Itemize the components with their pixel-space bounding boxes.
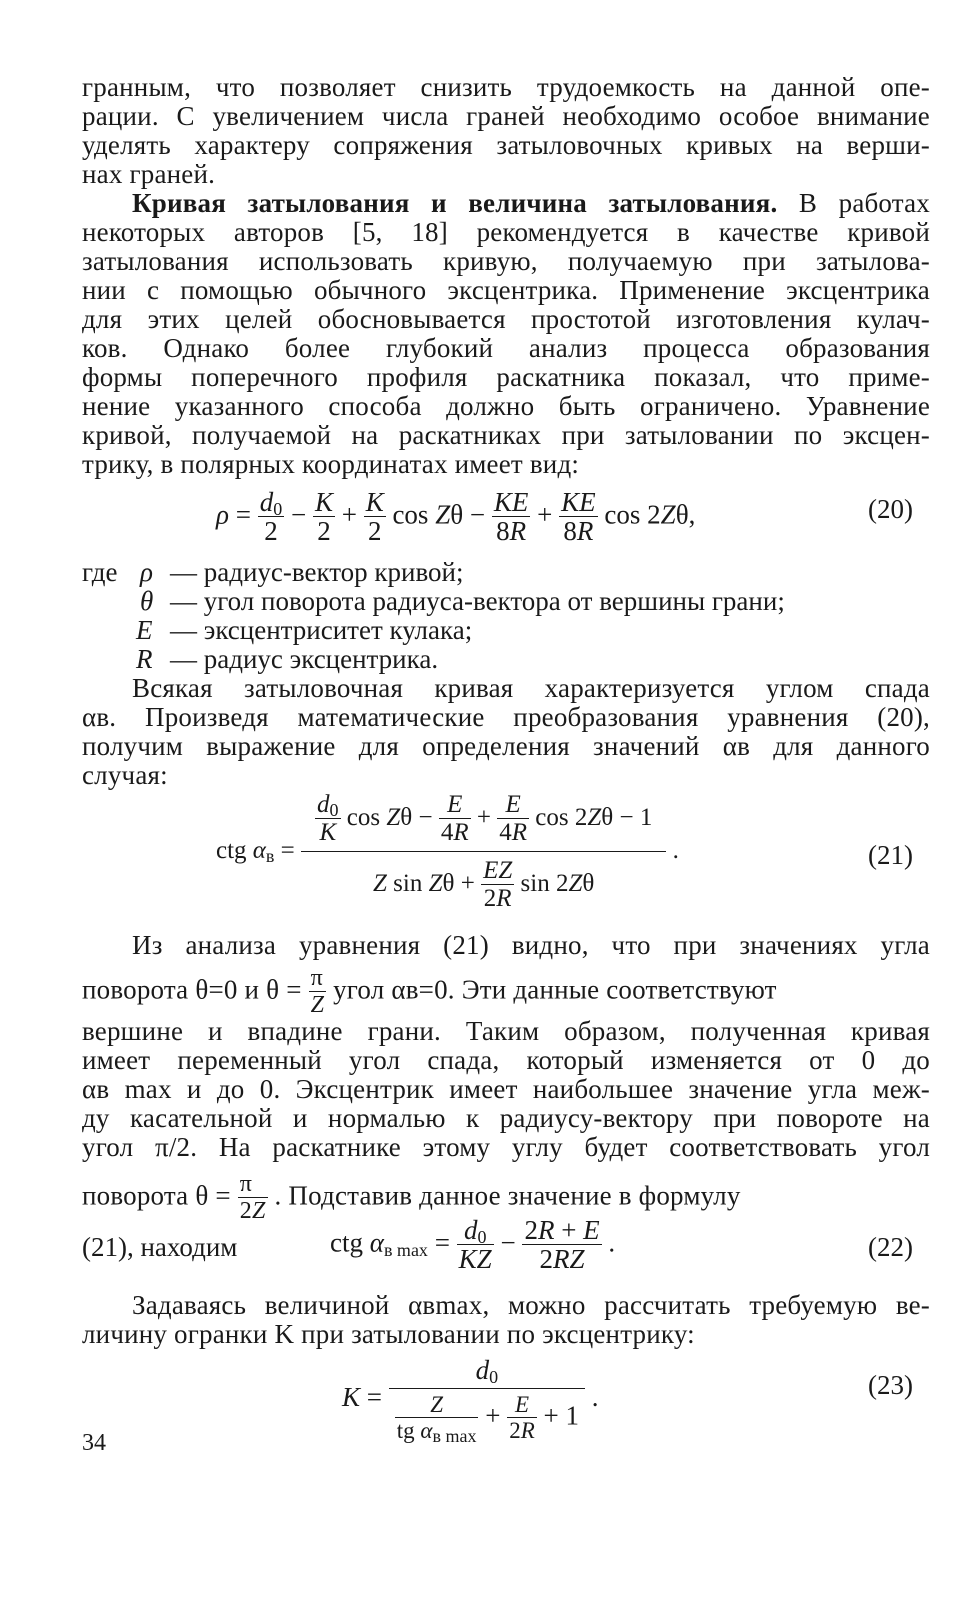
text-line: некоторых авторов [5, 18] рекомендуется в качестве кривой: [82, 217, 930, 247]
section-heading: Кривая затылования и величина затылования.: [132, 188, 778, 218]
text-line: формы поперечного профиля раскатника показал, что приме-: [82, 362, 930, 392]
paragraph-lead: В работах: [798, 188, 930, 218]
equation-number: (20): [868, 494, 913, 524]
text-line: трику, в полярных координатах имеет вид:: [82, 449, 580, 479]
text-fragment: (21), находим: [82, 1232, 238, 1262]
text-line: для этих целей обосновывается простотой изготовления кулач-: [82, 304, 930, 334]
page-number: 34: [82, 1430, 106, 1456]
equation-20: ρ = $\frac{d0}{2}$ − $\frac{K}{2}$ + $\frac{K}{2}$ cos Zθ − $\frac{KE}{8R}$ + $\frac{KE}{8R}$ cos 2Zθ,: [216, 487, 696, 547]
text-fragment: поворота θ =: [82, 1180, 231, 1211]
text-line: Всякая затыловочная кривая характеризуется углом спада: [132, 673, 930, 703]
text-line: [82, 965, 930, 1019]
text-line: ков. Однако более глубокий анализ процесса образования: [82, 333, 930, 363]
text-line: αв. Произведя математические преобразования уравнения (20),: [82, 702, 930, 732]
text-line: вершине и впадине грани. Таким образом, полученная кривая: [82, 1016, 930, 1046]
equation-number: (23): [868, 1370, 913, 1400]
where-lead: где: [82, 557, 118, 587]
equation-21: ctg αв = $\frac{d0}{K}$ cos Zθ − $\frac{E}{4R}$ + $\frac{E}{4R}$ cos 2Zθ − 1 Z sin Zθ + $\frac{EZ}{2R}$ sin 2Zθ .: [216, 791, 679, 912]
equation-number: (22): [868, 1232, 913, 1262]
text-line: кривой, получаемой на раскатниках при затыловании по эксцен-: [82, 420, 930, 450]
definition-text: — угол поворота радиуса-вектора от вершины грани;: [170, 586, 785, 616]
text-line: нение указанного способа должно быть ограничено. Уравнение: [82, 391, 930, 421]
text-fragment: . Подставив данное значение в формулу: [274, 1180, 741, 1211]
text-line: Задаваясь величиной αвmax, можно рассчитать требуемую ве-: [132, 1290, 930, 1320]
text-line: угол π/2. На раскатнике этому углу будет соответствовать угол: [82, 1132, 930, 1162]
text-line: рации. С увеличением числа граней необходимо особое внимание: [82, 101, 930, 131]
equation-number: (21): [868, 840, 913, 870]
definition-text: — эксцентриситет кулака;: [170, 615, 473, 645]
text-line: αв max и до 0. Эксцентрик имеет наибольшее значение угла меж-: [82, 1074, 930, 1104]
text-line: получим выражение для определения значений αв для данного: [82, 731, 930, 761]
symbol-r: R: [136, 644, 153, 674]
fraction-pi-over-z: $\frac{\pi}{Z}$: [310, 965, 325, 1019]
text-line: уделять характеру сопряжения затыловочных кривых на верши-: [82, 130, 930, 160]
text-line: имеет переменный угол спада, который изменяется от 0 до: [82, 1045, 930, 1075]
text-fragment: поворота θ=0 и θ =: [82, 974, 302, 1005]
equation-23: K = d0 $\frac{Z}{\text{tg αв max}}$ + $\frac{E}{2R}$ + 1 .: [342, 1355, 599, 1447]
text-line: нии с помощью обычного эксцентрика. Применение эксцентрика: [82, 275, 930, 305]
text-fragment: угол αв=0. Эти данные соответствуют: [333, 974, 777, 1005]
symbol-rho: ρ: [140, 557, 153, 587]
definition-text: — радиус-вектор кривой;: [170, 557, 464, 587]
text-line: ду касательной и нормалью к радиусу-вектору при повороте на: [82, 1103, 930, 1133]
text-line: [82, 1171, 930, 1225]
fraction-pi-over-2z: $\frac{\pi}{2Z}$: [239, 1171, 266, 1225]
text-line: случая:: [82, 760, 168, 790]
text-line: [132, 188, 930, 218]
text-line: личину огранки K при затыловании по эксцентрику:: [82, 1319, 695, 1349]
text-line: гранным, что позволяет снизить трудоемкость на данной опе-: [82, 72, 930, 102]
text-line: нах граней.: [82, 159, 216, 189]
text-line: затылования использовать кривую, получаемую при затылова-: [82, 246, 930, 276]
equation-22: ctg αв max = $\frac{d0}{KZ}$ − $\frac{2R + E}{2RZ}$ .: [330, 1215, 616, 1275]
definition-text: — радиус эксцентрика.: [170, 644, 439, 674]
symbol-e: E: [136, 615, 153, 645]
symbol-theta: θ: [140, 586, 154, 616]
text-line: Из анализа уравнения (21) видно, что при значениях угла: [132, 930, 930, 960]
